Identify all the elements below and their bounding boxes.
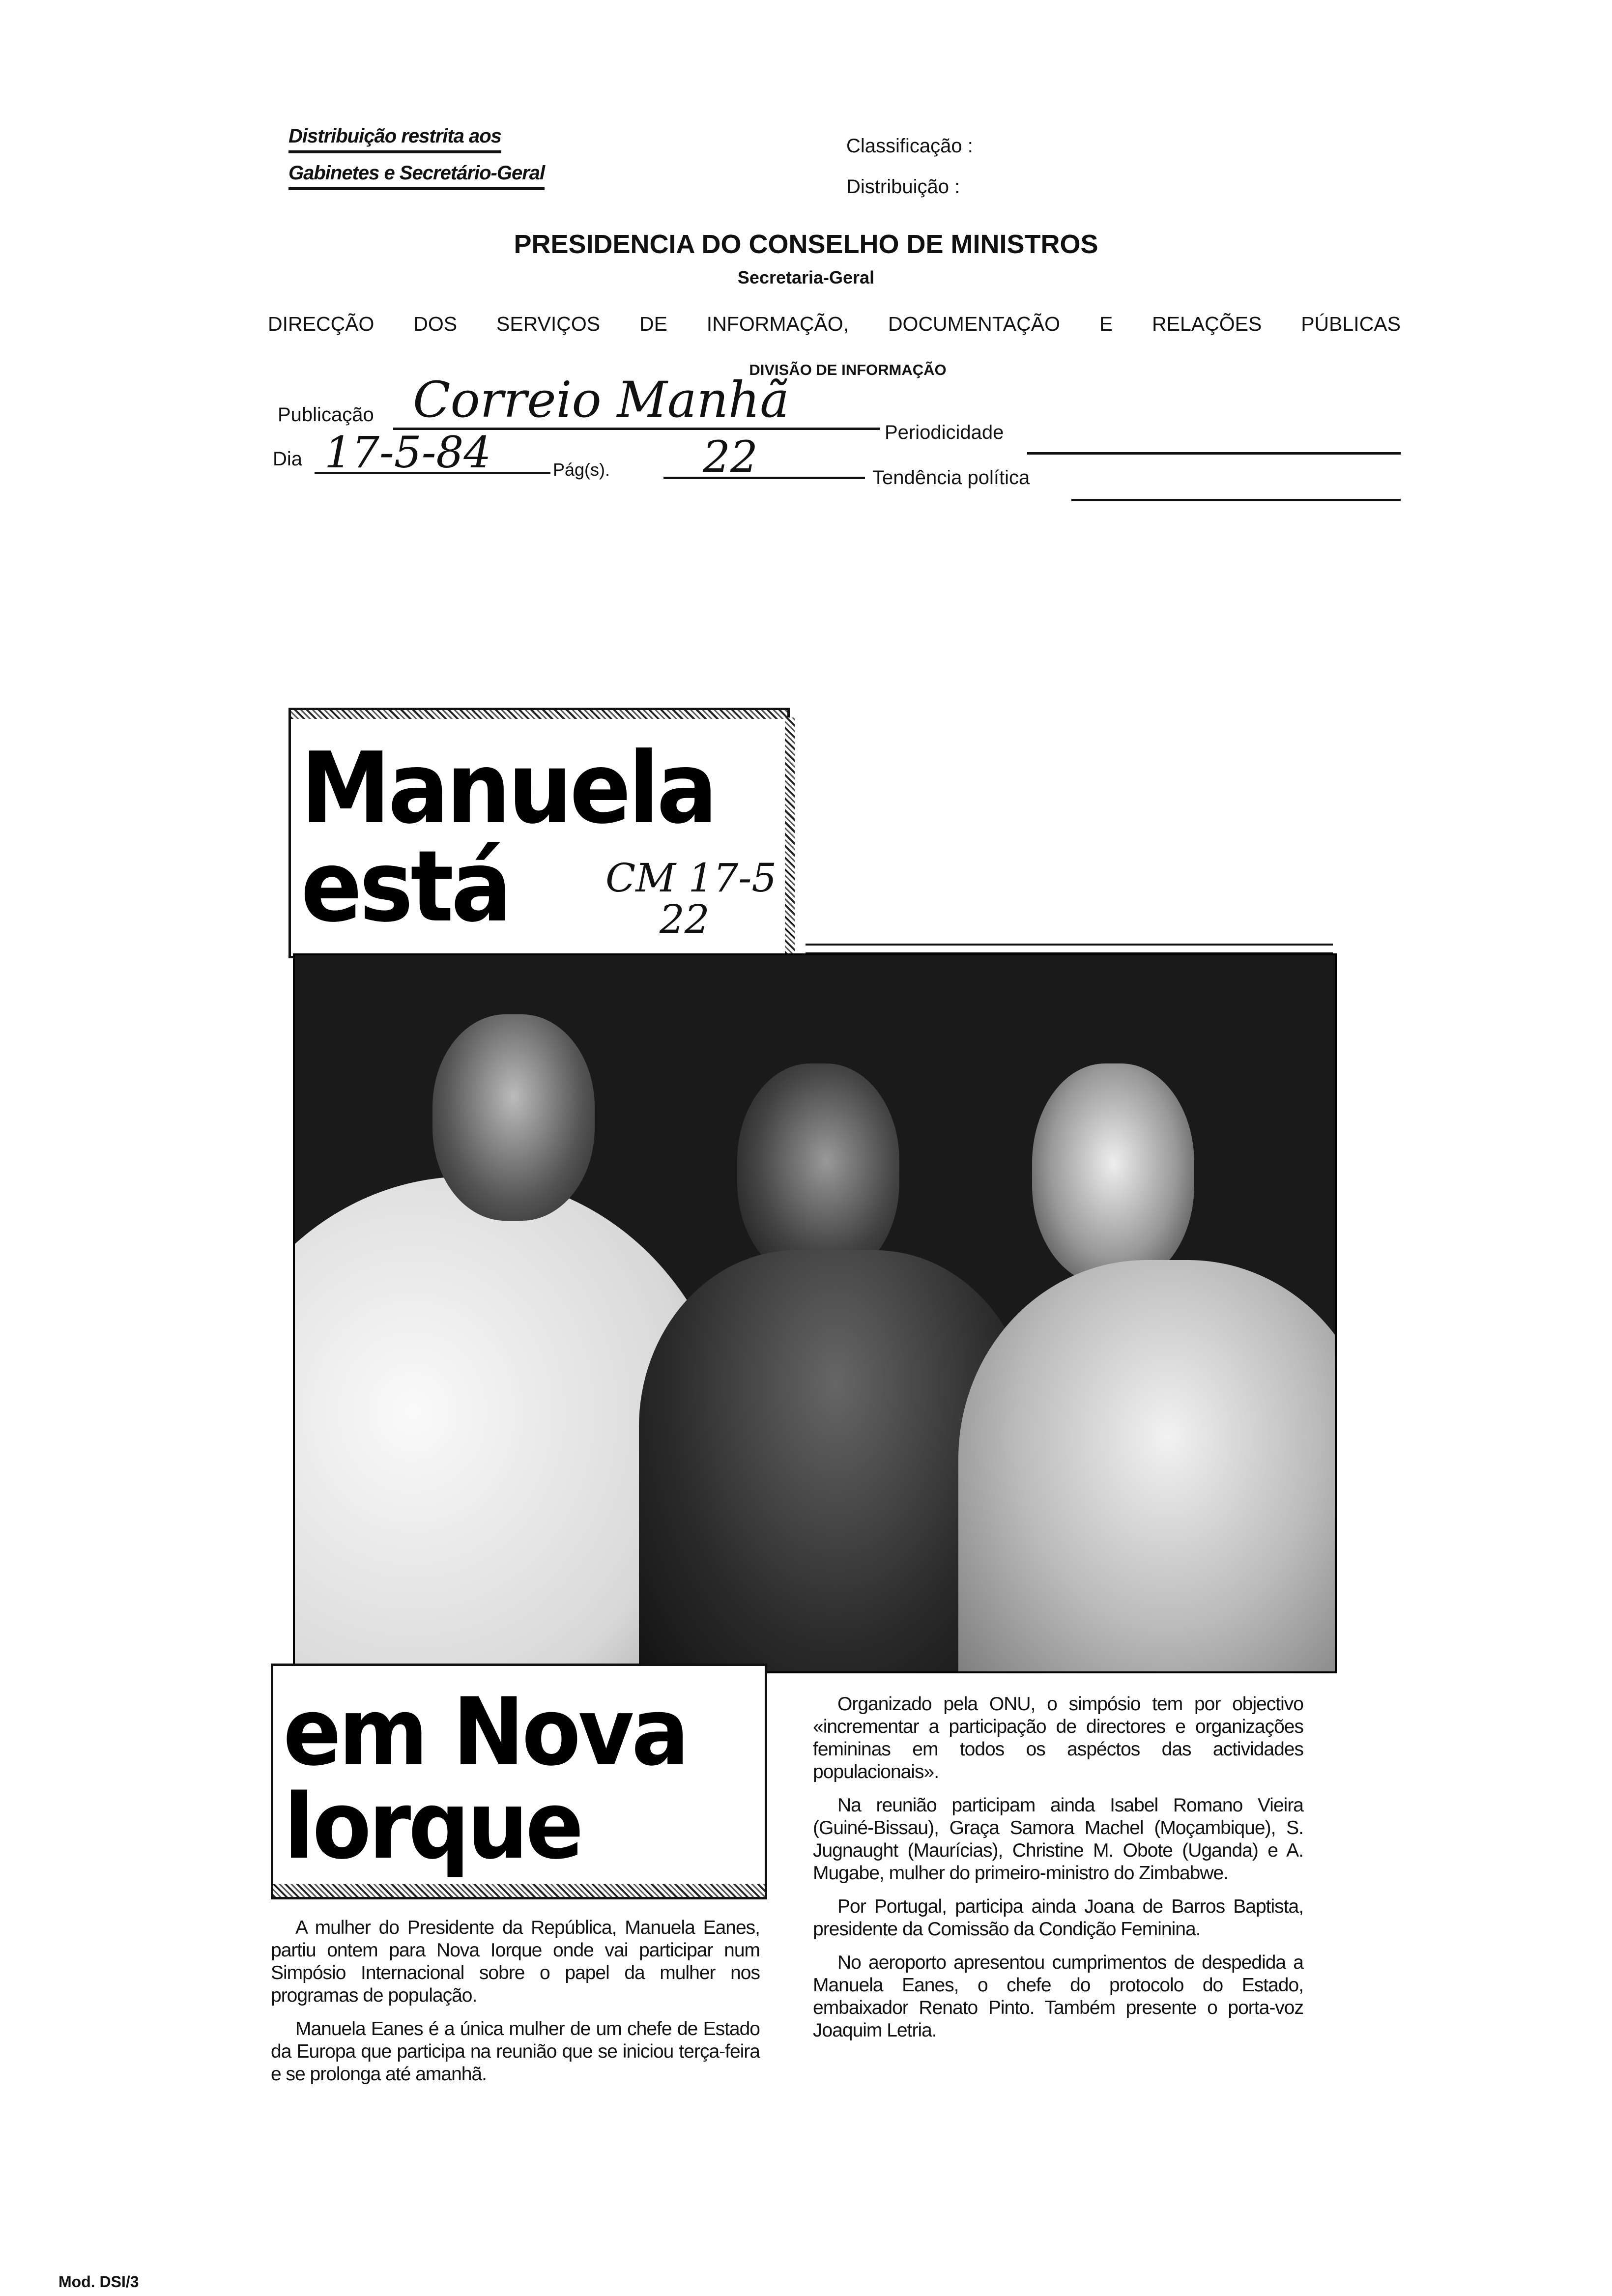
headline-top-line-1: Manuela (301, 731, 715, 846)
handwritten-note (605, 855, 777, 942)
tendency-field[interactable] (1071, 474, 1401, 501)
halftone-border (291, 710, 787, 719)
day-value: 17-5-84 (324, 427, 491, 478)
headline-top-box (288, 708, 790, 958)
pages-value: 22 (703, 431, 758, 482)
paragraph: A mulher do Presidente da República, Manuela Eanes, partiu ontem para Nova Iorque onde vai participar num Simpósio Internacional sobre o papel da mulher nos programas de população. (271, 1917, 760, 2006)
restriction-line-2: Gabinetes e Secretário-Geral (288, 162, 545, 190)
paragraph: Por Portugal, participa ainda Joana de Barros Baptista, presidente da Comissão da Condição Feminina. (813, 1896, 1303, 1940)
periodicity-field[interactable] (1027, 428, 1401, 455)
halftone-border (273, 1884, 765, 1897)
headline-bottom-box (271, 1664, 767, 1899)
publication-value: Correio Manhã (413, 371, 789, 429)
publication-field[interactable] (393, 371, 880, 430)
directorate: DIRECÇÃO DOS SERVIÇOS DE INFORMAÇÃO, DOCUMENTAÇÃO E RELAÇÕES PÚBLICAS (268, 313, 1401, 335)
periodicity-label: Periodicidade (885, 422, 1004, 443)
pages-field[interactable] (663, 431, 865, 482)
headline-bottom-line-2: Iorque (283, 1771, 581, 1880)
day-label: Dia (273, 448, 303, 470)
day-field[interactable] (315, 427, 550, 478)
photo-figure-right (958, 1260, 1337, 1673)
form-code: Mod. DSI/3 (58, 2273, 139, 2291)
note-line-1: CM 17-5 (605, 855, 777, 901)
publication-label: Publicação (278, 404, 374, 426)
pages-label: Pág(s). (553, 459, 610, 480)
org-title: PRESIDENCIA DO CONSELHO DE MINISTROS (514, 230, 1098, 259)
tendency-label: Tendência política (872, 467, 1030, 488)
halftone-edge (785, 718, 795, 953)
division: DIVISÃO DE INFORMAÇÃO (749, 361, 947, 378)
photo-head-center (737, 1063, 899, 1280)
note-line-2: 22 (660, 896, 710, 942)
org-subtitle: Secretaria-Geral (737, 267, 875, 287)
photo-head-left (432, 1014, 595, 1221)
restriction-line-1: Distribuição restrita aos (288, 125, 501, 153)
distribution-label: Distribuição : (846, 176, 960, 198)
headline-bottom-line-1: em Nova (283, 1678, 687, 1786)
classification-label: Classificação : (846, 135, 973, 157)
photo-head-right (1032, 1063, 1194, 1285)
paragraph: Organizado pela ONU, o simpósio tem por objectivo «incrementar a participação de directores e organizações femininas em todos os aspéctos das actividades populacionais». (813, 1693, 1303, 1782)
headline-top-line-2: está (301, 830, 510, 944)
article-right-column (813, 1693, 1303, 2053)
paragraph: No aeroporto apresentou cumprimentos de despedida a Manuela Eanes, o chefe do protocolo do Estado, embaixador Renato Pinto. Também presente o porta-voz Joaquim Letria. (813, 1952, 1303, 2041)
paragraph: Manuela Eanes é a única mulher de um chefe de Estado da Europa que participa na reunião que se iniciou terça-feira e se prolonga até amanhã. (271, 2018, 760, 2085)
news-photo (293, 953, 1337, 1673)
article-left-column (271, 1917, 760, 2096)
paragraph: Na reunião participam ainda Isabel Romano Vieira (Guiné-Bissau), Graça Samora Machel (Moçambique), S. Jugnaught (Maurícias), Christine M. Obote (Uganda) e A. Mugabe, mulher do primeiro-ministro do Zimbabwe. (813, 1795, 1303, 1884)
